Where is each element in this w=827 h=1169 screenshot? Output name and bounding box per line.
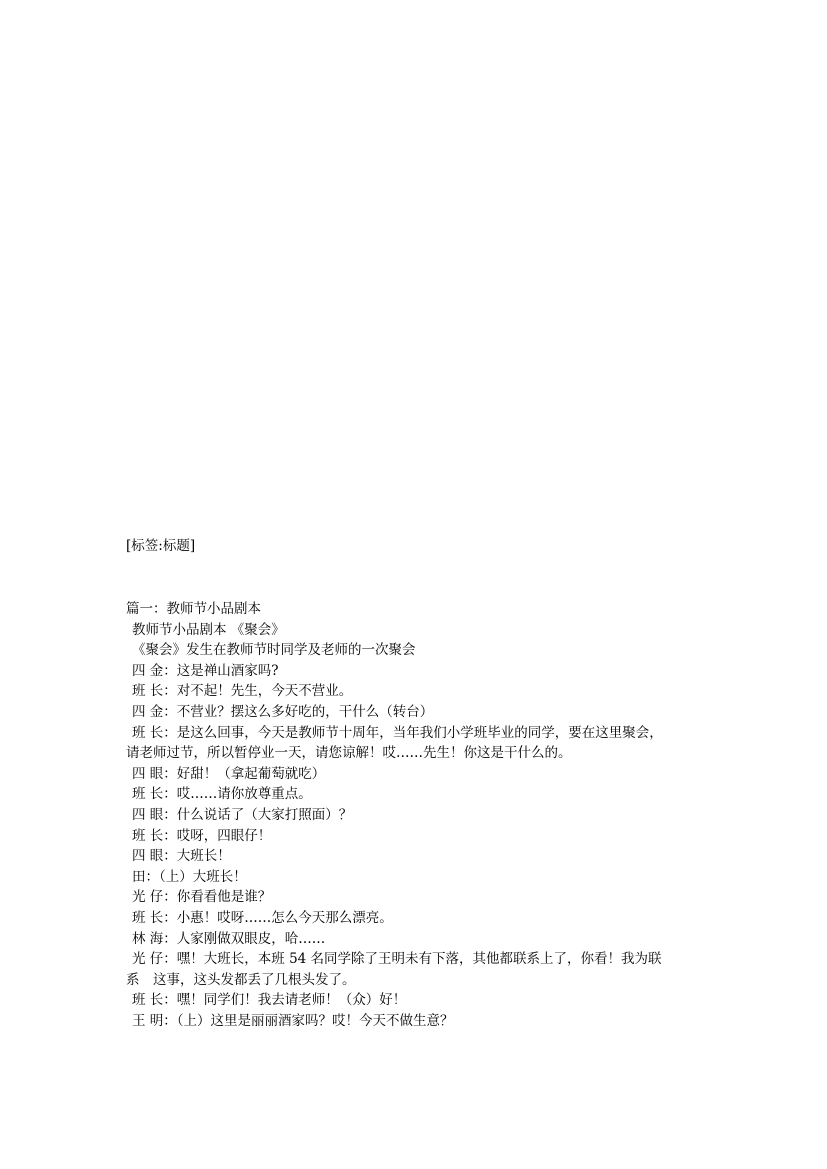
intro-text: 《聚会》发生在教师节时同学及老师的一次聚会 <box>132 642 416 659</box>
dialogue-line: 班 长：嘿！同学们！我去请老师！（众）好！ <box>132 992 407 1009</box>
dialogue-line: 光 仔：你看看他是谁？ <box>132 889 272 906</box>
dialogue-line: 班 长：对不起！先生，今天不营业。 <box>132 683 353 700</box>
dialogue-line: 班 长：小惠！哎呀……怎么今天那么漂亮。 <box>132 909 393 926</box>
dialogue-line: 班 长：是这么回事，今天是教师节十周年，当年我们小学班毕业的同学，要在这里聚会， <box>132 724 663 741</box>
dialogue-line: 班 长：哎……请你放尊重点。 <box>132 786 312 803</box>
document-body <box>126 599 716 1031</box>
script-title: 教师节小品剧本 《聚会》 <box>132 621 285 638</box>
dialogue-line: 林 海：人家刚做双眼皮，哈…… <box>132 930 326 947</box>
dialogue-line: 光 仔：嘿！大班长，本班 54 名同学除了王明未有下落，其他都联系上了，你看！我为联 <box>132 951 662 968</box>
dialogue-line: 四 金：这是禅山酒家吗? <box>132 662 279 679</box>
section-title: 篇一：教师节小品剧本 <box>126 601 261 617</box>
dialogue-line: 田：（上）大班长！ <box>132 868 247 885</box>
dialogue-line-continuation: 请老师过节，所以暂停业一天，请您谅解！哎……先生！你这是干什么的。 <box>126 745 572 762</box>
tag-label: [标签:标题] <box>126 538 196 554</box>
dialogue-line: 四 眼：什么说话了（大家打照面）？ <box>132 806 353 823</box>
dialogue-line: 四 金：不营业？摆这么多好吃的，干什么（转台） <box>132 703 434 720</box>
dialogue-line: 班 长：哎呀，四眼仔！ <box>132 827 272 844</box>
dialogue-line: 王 明：（上）这里是丽丽酒家吗？哎！今天不做生意？ <box>132 1012 454 1029</box>
dialogue-line-continuation: 系 这事，这头发都丢了几根头发了。 <box>126 971 356 988</box>
dialogue-line: 四 眼：好甜！（拿起葡萄就吃） <box>132 765 326 782</box>
dialogue-line: 四 眼：大班长！ <box>132 848 231 865</box>
